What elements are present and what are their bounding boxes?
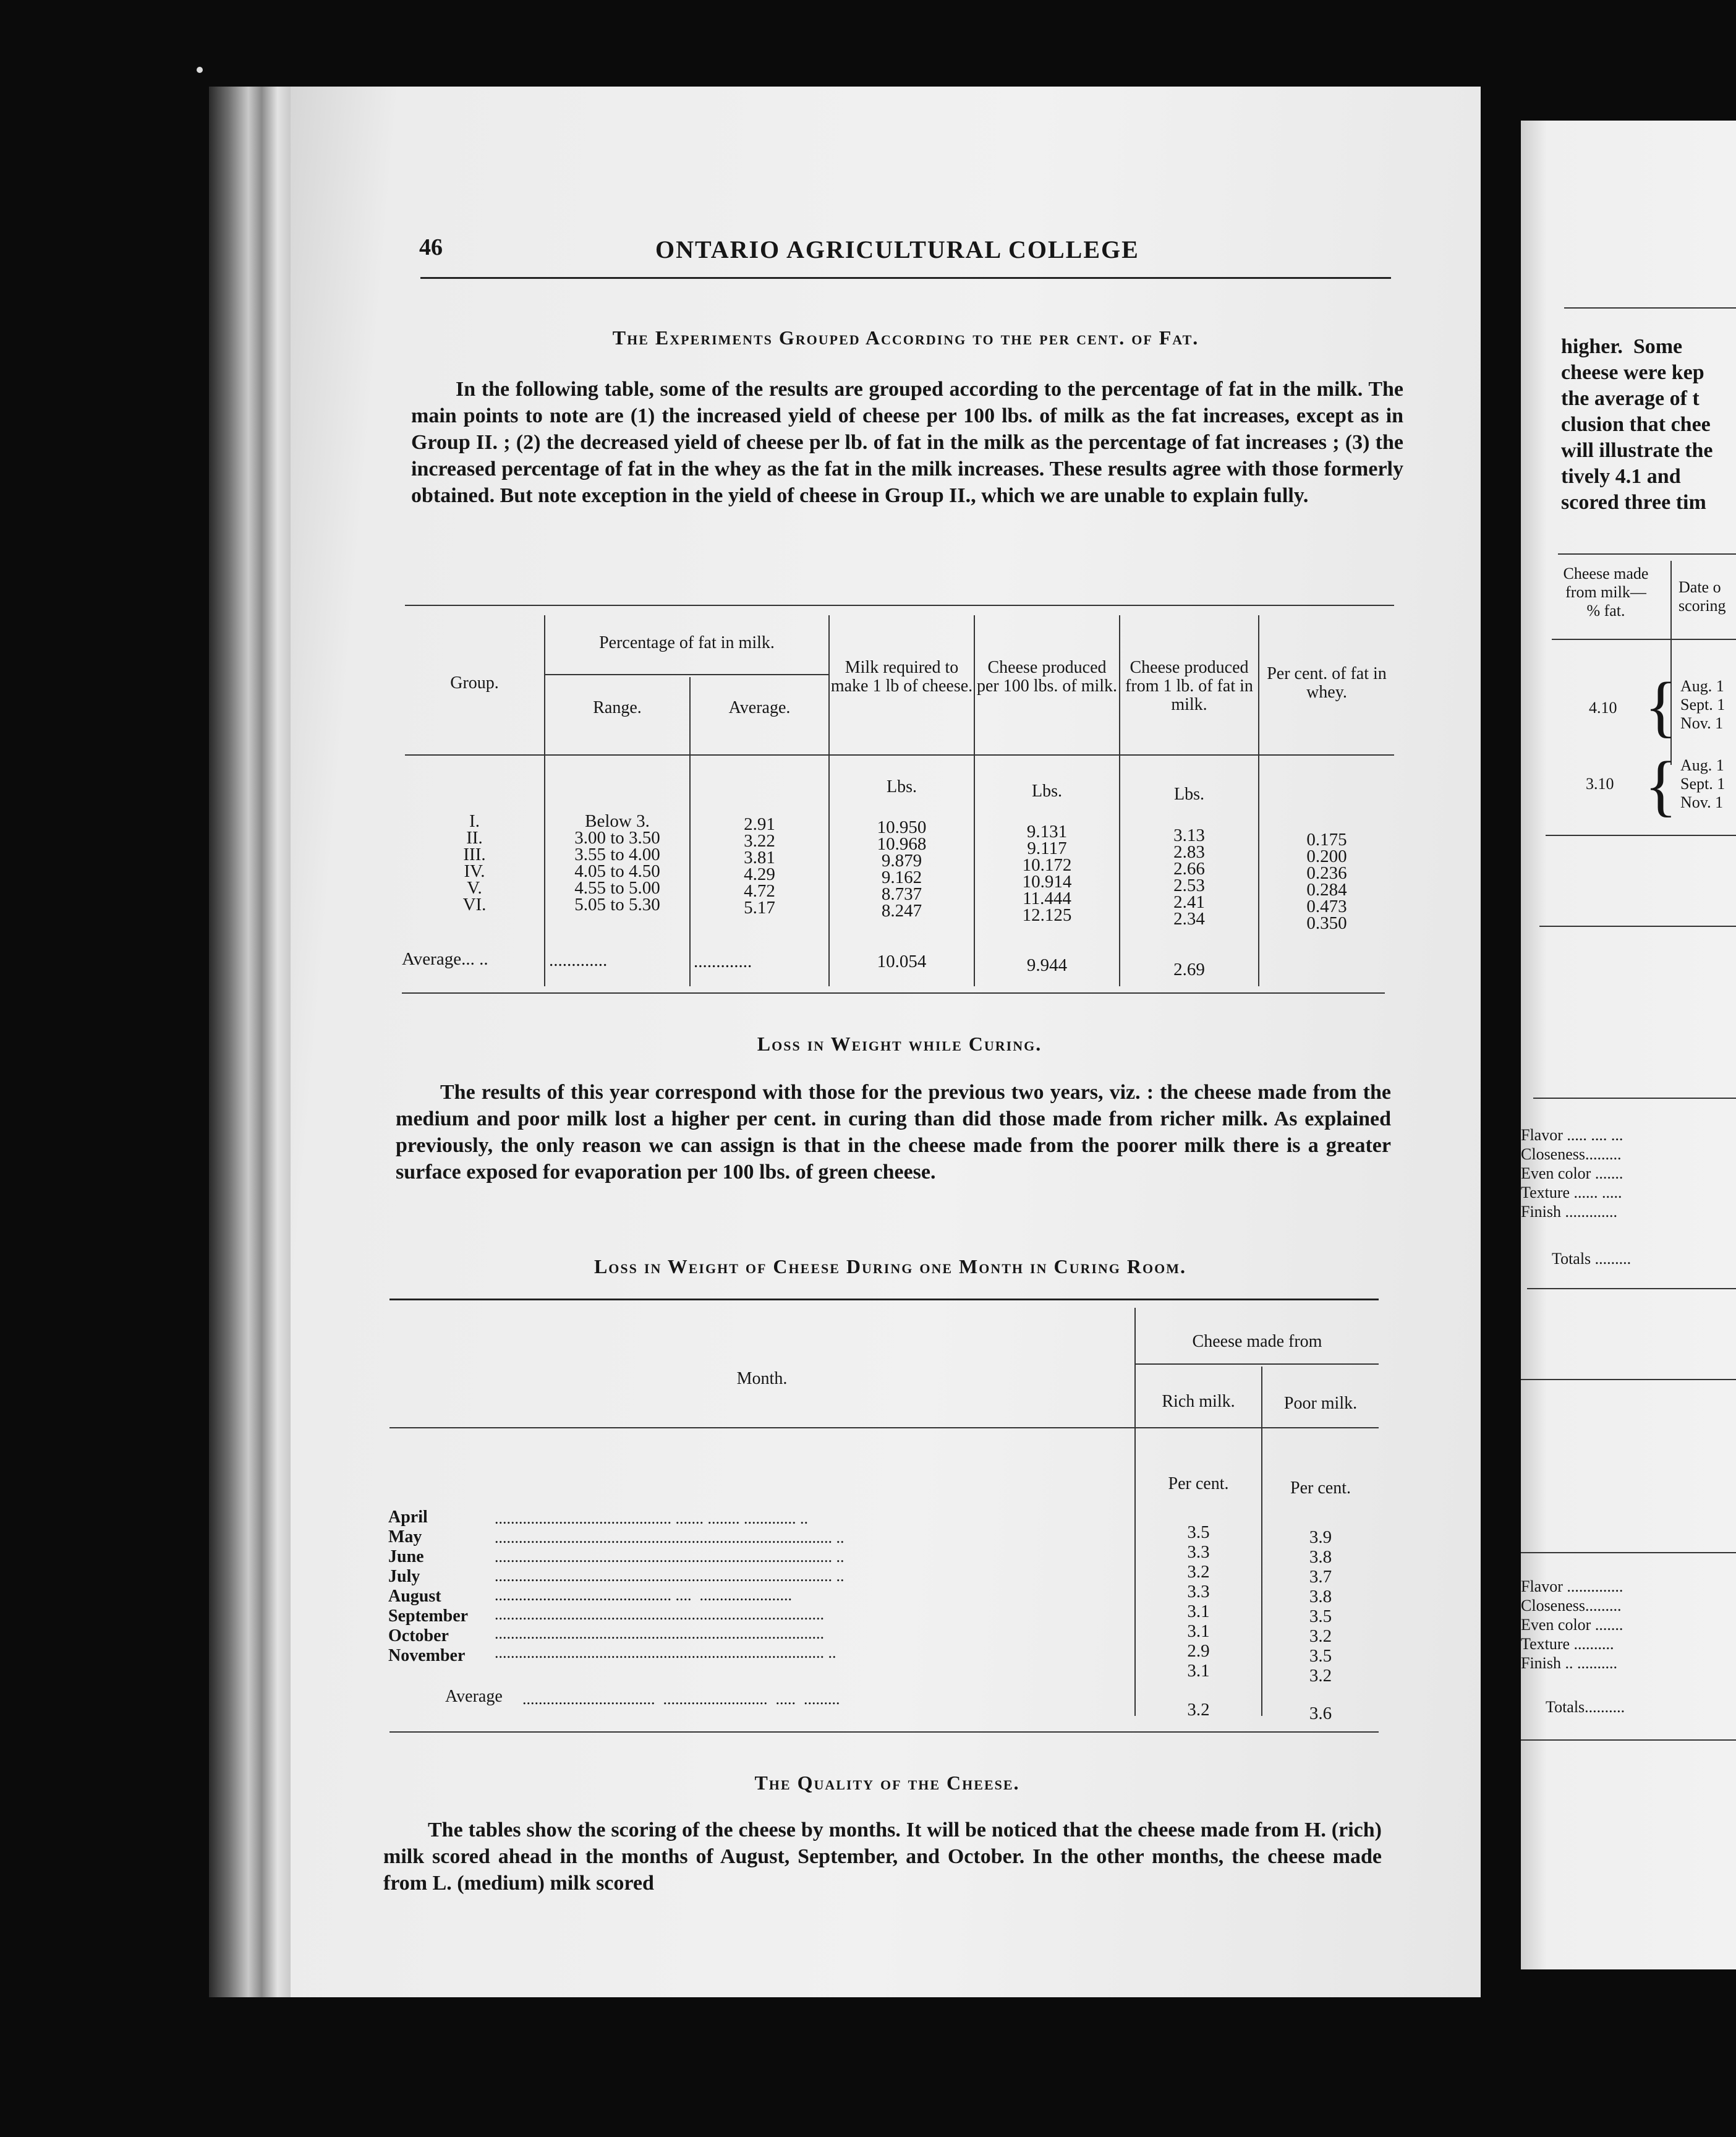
section3-paragraph [383, 1817, 1382, 1896]
rp-rule [1521, 1552, 1736, 1553]
rp-table-bottom-rule [1546, 835, 1736, 836]
th-average: Average. [728, 698, 791, 717]
table2-header-rule [389, 1427, 1379, 1428]
avg2-label: Average [445, 1687, 503, 1706]
col-months: April May June July August September October November [388, 1508, 469, 1665]
table1-top-rule [405, 605, 1394, 606]
table1-col-divider [544, 615, 545, 986]
section1-paragraph [411, 376, 1403, 509]
table1-bottom-rule [402, 992, 1385, 994]
rp-col-header-1: Cheese made from milk— % fat. [1563, 565, 1649, 620]
th-fat-in-whey: Per cent. of fat in whey. [1267, 664, 1387, 702]
table1-header-rule [405, 754, 1394, 756]
rp-totals-1: Totals ......... [1552, 1250, 1632, 1268]
col-rich: 3.5 3.3 3.2 3.3 3.1 3.1 2.9 3.1 [1187, 1522, 1210, 1681]
col-cheese-per-100: 9.131 9.117 10.172 10.914 11.444 12.125 [1022, 822, 1072, 925]
th-group: Group. [450, 673, 499, 693]
section1-heading: The Experiments Grouped According to the per cent. of Fat. [612, 326, 1199, 349]
col-milk-required: 10.950 10.968 9.879 9.162 8.737 8.247 [877, 817, 927, 921]
table2-title: Loss in Weight of Cheese During one Month in Curing Room. [594, 1255, 1187, 1278]
rp-rule [1533, 1098, 1736, 1099]
col-fat-in-whey: 0.175 0.200 0.236 0.284 0.473 0.350 [1306, 830, 1347, 933]
month-leaders: ............................................ ....... ........ ............. .. .................................................................................... .. .................................................................................... .. .................................................................................... .. ............................................ .... ....................... .................................................................................. .................................................................................. .................................................................................. .. [495, 1509, 845, 1661]
rp-table-rule [1558, 553, 1736, 555]
col-ranges: Below 3. 3.00 to 3.50 3.55 to 4.00 4.05 to 4.50 4.55 to 5.00 5.05 to 5.30 [574, 811, 660, 915]
page-47-partial [1521, 121, 1736, 1969]
rp-rule [1539, 926, 1736, 927]
unit-rich: Per cent. [1168, 1474, 1229, 1493]
col-cheese-per-lb-fat: 3.13 2.83 2.66 2.53 2.41 2.34 [1173, 825, 1205, 929]
rp-dates-2: Aug. 1 Sept. 1 Nov. 1 [1680, 756, 1725, 811]
rp-header-rule [1552, 639, 1736, 640]
section1-text: In the following table, some of the results are grouped according to the percentage of fat in the milk. The main points to note are (1) the increased yield of cheese per 100 lbs. of milk as the fat increases, except as in Group II. ; (2) the decreased yield of cheese per lb. of fat in the milk as the percentage of fat increases ; (3) the increased percentage of fat in the whey as the fat in the milk increases. These results agree with those formerly obtained. But note exception in the yield of cheese in Group II., which we are unable to explain fully. [411, 378, 1403, 507]
rp-brace: { [1645, 748, 1677, 823]
avg2-poor: 3.6 [1309, 1704, 1332, 1723]
avg-cheese-fat: 2.69 [1173, 960, 1205, 979]
avg2-rich: 3.2 [1187, 1700, 1210, 1720]
table2-bottom-rule [389, 1731, 1379, 1733]
th-poor: Poor milk. [1283, 1394, 1358, 1413]
table2-subheader-rule [1134, 1363, 1379, 1365]
th-range: Range. [593, 698, 642, 717]
avg-cheese-100: 9.944 [1026, 955, 1068, 975]
th-cheese-per-100: Cheese produced per 100 lbs. of milk. [976, 658, 1118, 696]
section2-heading: Loss in Weight while Curing. [757, 1033, 1042, 1055]
rp-dates-1: Aug. 1 Sept. 1 Nov. 1 [1680, 677, 1725, 732]
section3-text: The tables show the scoring of the cheese by months. It will be noticed that the cheese made from H. (rich) milk scored ahead in the months of August, September, and October. In the other months, the cheese made from L. (medium) milk scored [383, 1819, 1382, 1895]
col-poor: 3.9 3.8 3.7 3.8 3.5 3.2 3.5 3.2 [1309, 1527, 1332, 1686]
th-month: Month. [736, 1369, 788, 1388]
section3-heading: The Quality of the Cheese. [754, 1772, 1020, 1794]
unit-cheese-fat: Lbs. [1174, 785, 1204, 804]
col-groups: I. II. III. IV. V. VI. [462, 811, 487, 915]
avg-milk: 10.054 [877, 952, 927, 971]
col-averages: 2.91 3.22 3.81 4.29 4.72 5.17 [744, 814, 775, 918]
avg-label: Average... .. [402, 949, 488, 969]
section2-text: The results of this year correspond with those for the previous two years, viz. : the cheese made from the medium and poor milk lost a higher per cent. in curing than did those made from richer milk. As explained previously, the only reason we can assign is that in the cheese made from the poorer milk there is a greater surface exposed for evaporation per 100 lbs. of green cheese. [396, 1081, 1391, 1184]
section2-paragraph [396, 1079, 1391, 1185]
avg-leader: ............. [694, 952, 752, 971]
avg-leader: ............. [549, 950, 608, 970]
unit-milk: Lbs. [887, 777, 917, 796]
running-head: ONTARIO AGRICULTURAL COLLEGE [655, 236, 1139, 263]
th-made-from: Cheese made from [1192, 1332, 1322, 1351]
rp-totals-2: Totals.......... [1546, 1698, 1625, 1716]
th-cheese-per-lb-fat: Cheese produced from 1 lb. of fat in milk. [1125, 658, 1253, 714]
rp-paragraph: higher. Some cheese were kep the average of t clusion that chee will illustrate the tively 4.1 and scored three tim [1561, 335, 1713, 514]
page-number: 46 [419, 234, 443, 260]
rp-rule [1521, 1379, 1736, 1380]
th-pct-fat: Percentage of fat in milk. [599, 633, 775, 652]
table1-subheader-rule [544, 674, 828, 675]
page-46 [291, 87, 1481, 1997]
rp-col-header-2: Date o scoring [1679, 578, 1726, 615]
head-rule [420, 277, 1391, 279]
rp-brace: { [1645, 668, 1677, 744]
unit-poor: Per cent. [1290, 1478, 1351, 1498]
rp-score-labels-1: Flavor ..... .... ... Closeness......... Even color ....... Texture ...... ..... Finish ............. [1521, 1126, 1623, 1221]
avg2-leader: ................................. .......................... ..... ......... [522, 1690, 840, 1708]
rp-rule [1521, 1739, 1736, 1741]
table2-top-rule [389, 1299, 1379, 1300]
specks [197, 67, 203, 73]
rp-fat-1: 4.10 [1589, 699, 1617, 717]
th-rich: Rich milk. [1162, 1392, 1235, 1411]
rp-head-rule [1564, 307, 1736, 309]
rp-rule [1527, 1288, 1736, 1289]
rp-score-labels-2: Flavor .............. Closeness......... Even color ....... Texture .......... Finish .. .......... [1521, 1577, 1623, 1672]
book-edge [209, 87, 297, 1997]
rp-fat-2: 3.10 [1586, 775, 1614, 793]
unit-cheese-100: Lbs. [1032, 782, 1062, 801]
th-milk-required: Milk required to make 1 lb of cheese. [830, 658, 973, 696]
